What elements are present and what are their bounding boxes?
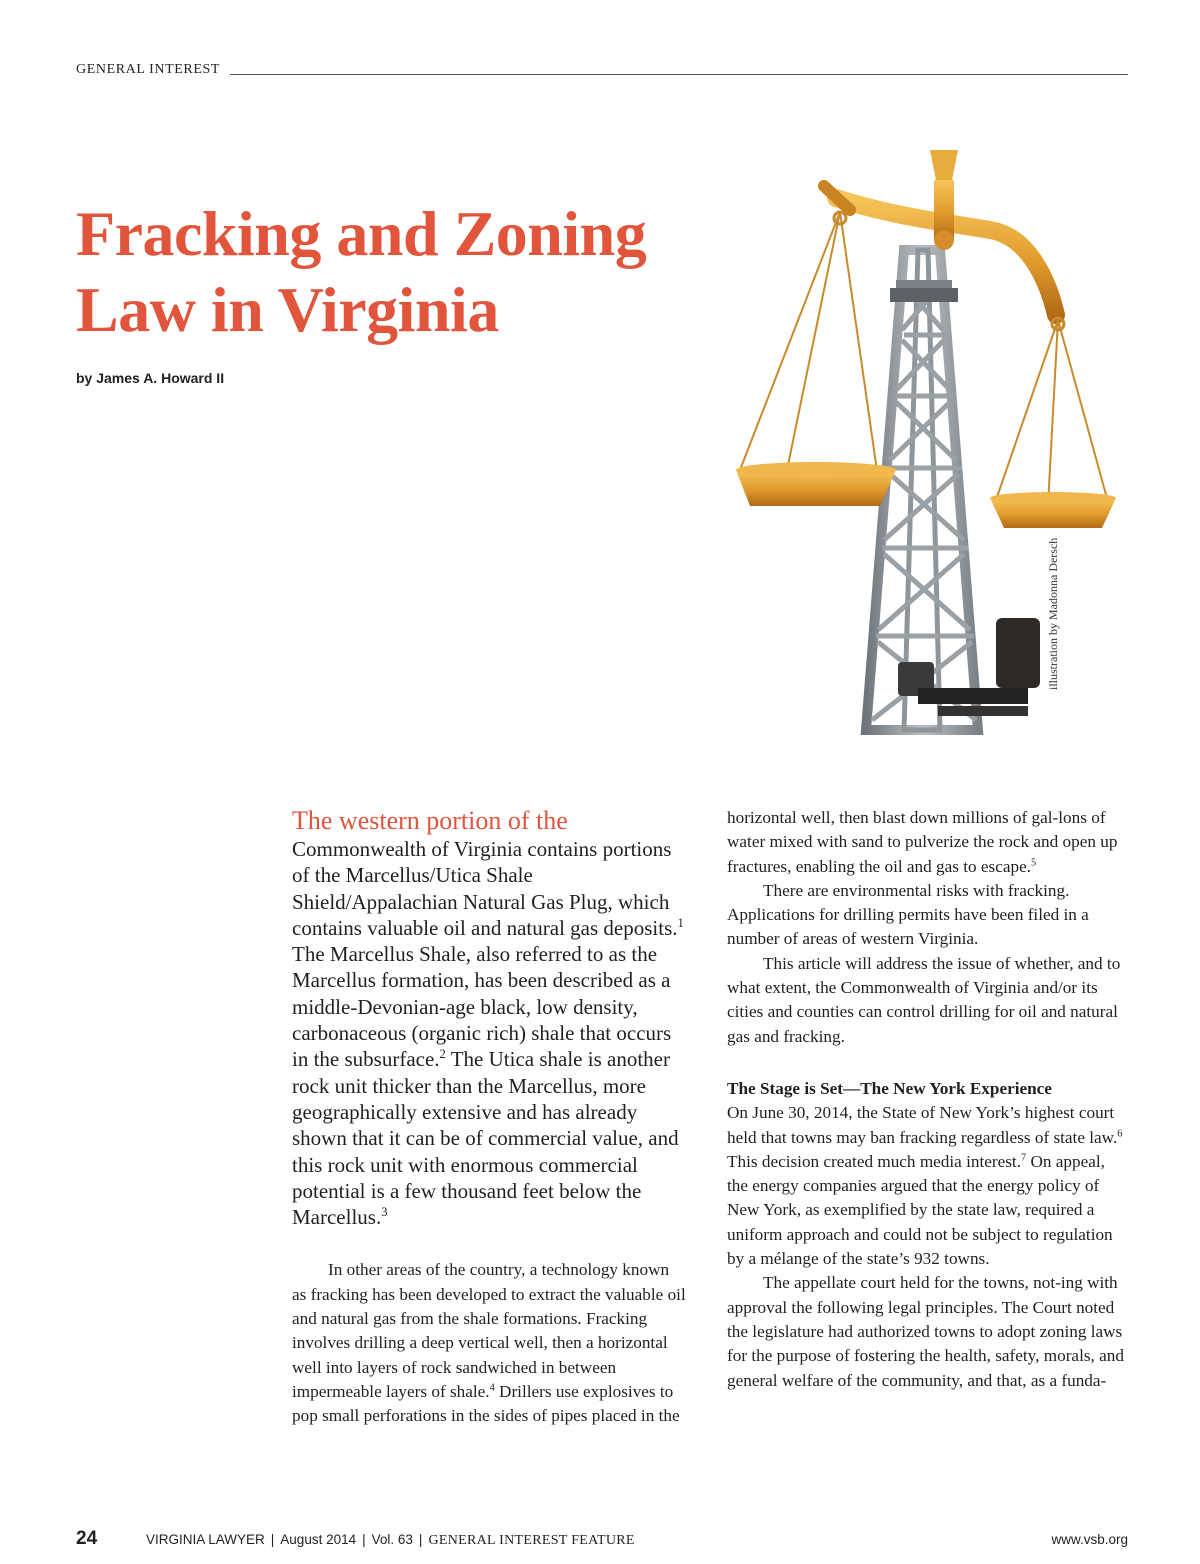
body-paragraph: There are environmental risks with fracking. Applications for drilling permits have been filed in a number of areas of western Virginia. <box>727 880 1089 949</box>
body-paragraph <box>727 806 1127 879</box>
lead-text-c: The Utica shale is another rock unit thicker than the Marcellus, more geographically extensive and has already shown that it can be of commercial value, and this rock unit with enormous commercial potential is a few thousand feet below the Marcellus. <box>292 1047 679 1230</box>
body-paragraph <box>727 1101 1127 1271</box>
illustration-credit: illustration by Madonna Dersch <box>1046 537 1060 690</box>
website-link[interactable]: www.vsb.org <box>1051 1532 1128 1547</box>
scales-of-justice-oil-derrick-icon <box>728 140 1148 740</box>
paragraph-text: In other areas of the country, a technology known as fracking has been developed to extract the valuable oil and natural gas from the shale formations. Fracking involves drilling a deep vertical well, then a horizontal well into layers of rock sandwiched in between impermeable layers of shale. <box>292 1260 686 1401</box>
footnote-ref: 7 <box>1021 1152 1027 1164</box>
footnote-ref: 5 <box>1031 856 1037 868</box>
article-column-left <box>292 806 687 1429</box>
body-paragraph: This article will address the issue of whether, and to what extent, the Commonwealth of Virginia and/or its cities and counties can control drilling for oil and natural gas and fracking. <box>727 953 1121 1046</box>
paragraph-spacer <box>292 1230 687 1258</box>
publication-info <box>146 1532 635 1549</box>
paragraph-text: Drillers use explosives to pop small perforations in the sides of pipes placed in the <box>292 1381 680 1426</box>
byline: by James A. Howard II <box>76 370 225 386</box>
page-number: 24 <box>76 1528 98 1549</box>
paragraph-text: This decision created much media interest. <box>727 1151 1021 1171</box>
issue-date: August 2014 <box>280 1532 357 1547</box>
footnote-ref: 4 <box>489 1382 495 1394</box>
article-title <box>76 196 716 348</box>
section-rule <box>230 74 1128 75</box>
footnote-ref: 3 <box>381 1205 388 1220</box>
section-subhead: The Stage is Set—The New York Experience <box>727 1078 1052 1098</box>
footnote-ref: 2 <box>439 1047 446 1062</box>
body-paragraph: The appellate court held for the towns, not-ing with approval the following legal principles. The Court noted the legislature had authorized towns to adopt zoning laws for the purpose of fostering the health, safety, morals, and general welfare of the community, and that, as a funda- <box>727 1273 1124 1390</box>
volume: Vol. 63 <box>371 1532 413 1547</box>
section-label: GENERAL INTEREST <box>76 62 221 77</box>
separator: | <box>418 1532 423 1547</box>
paragraph-text: horizontal well, then blast down millions of gal-lons of water mixed with sand to pulverize the rock and open up fractures, enabling the oil and gas to escape. <box>727 808 1118 876</box>
separator: | <box>270 1532 275 1547</box>
paragraph-text: On appeal, the energy companies argued that the energy policy of New York, as exemplified by the state law, required a uniform approach and could not be subject to regulation by a mélange of the state’s 932 towns. <box>727 1151 1113 1269</box>
lead-text-a: Commonwealth of Virginia contains portions of the Marcellus/Utica Shale Shield/Appalachian Natural Gas Plug, which contains valuable oil and natural gas deposits. <box>292 837 678 940</box>
lead-paragraph <box>292 806 687 1230</box>
paragraph-spacer <box>727 1049 1127 1077</box>
separator: | <box>362 1532 366 1547</box>
body-paragraph <box>292 1258 687 1428</box>
lead-intro: The western portion of the <box>292 806 568 835</box>
paragraph-text: On June 30, 2014, the State of New York’s highest court held that towns may ban fracking regardless of state law. <box>727 1103 1118 1147</box>
feature-label: GENERAL INTEREST FEATURE <box>428 1533 635 1548</box>
footnote-ref: 6 <box>1117 1127 1123 1139</box>
article-title-line2: Law in Virginia <box>76 274 499 345</box>
article-title-line1: Fracking and Zoning <box>76 198 647 269</box>
footnote-ref: 1 <box>677 915 684 930</box>
lead-text-b: The Marcellus Shale, also referred to as the Marcellus formation, has been described as a middle-Devonian-age black, low density, carbonaceous (organic rich) shale that occurs in the subsurface. <box>292 942 672 1072</box>
page-footer <box>76 1528 1128 1552</box>
article-column-right <box>727 806 1127 1393</box>
publication-name: VIRGINIA LAWYER <box>146 1532 265 1547</box>
